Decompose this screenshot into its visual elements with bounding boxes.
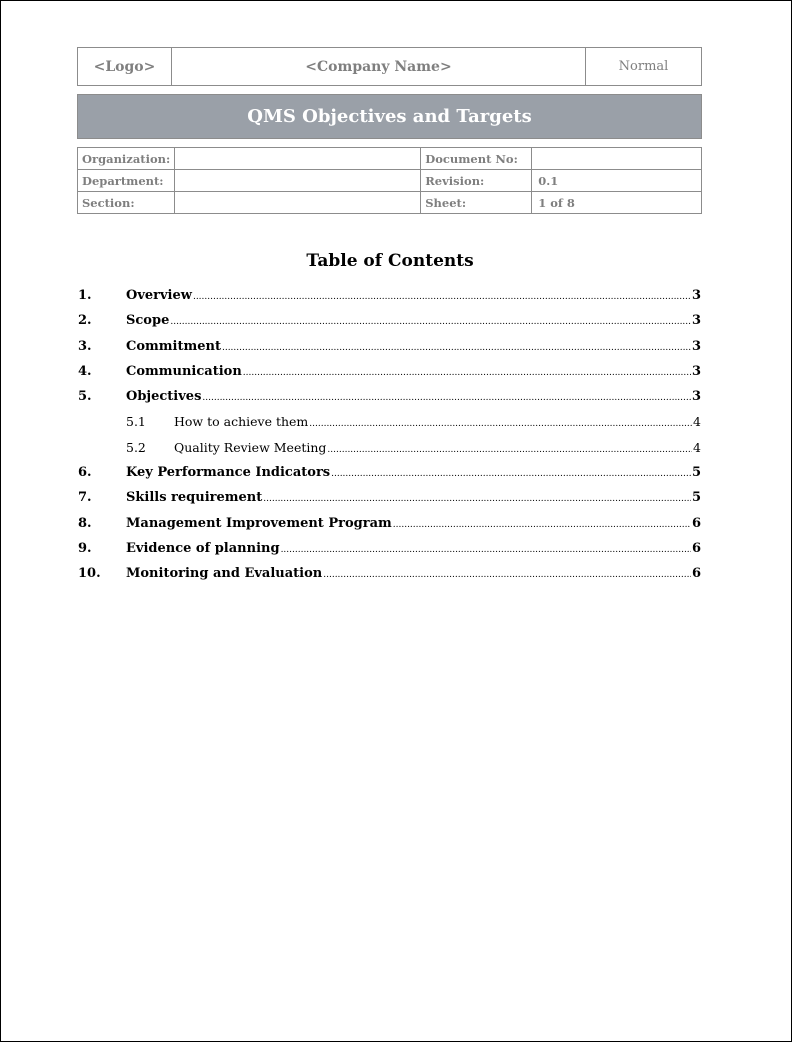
toc-leader-dots (202, 393, 691, 403)
toc-entry-number: 3. (78, 338, 92, 354)
organization-value (175, 148, 421, 170)
toc-title: Table of Contents (306, 251, 474, 271)
logo-placeholder: <Logo> (78, 48, 172, 86)
department-value (175, 170, 421, 192)
toc-leader-dots (170, 317, 691, 327)
sheet-label: Sheet: (421, 192, 532, 214)
toc-entry-number: 9. (78, 540, 92, 556)
toc-entry-number: 1. (78, 288, 92, 303)
toc-leader-dots (222, 343, 691, 353)
document-no-label: Document No: (421, 148, 532, 170)
toc-entry-page: 4 (693, 439, 701, 455)
document-no-value (532, 148, 702, 170)
toc-entry-number: 2. (78, 313, 92, 329)
section-value (175, 192, 421, 214)
toc-entry[interactable] (78, 339, 701, 364)
toc-entry-page: 6 (691, 515, 701, 531)
toc-entry-number: 5. (78, 389, 92, 405)
toc-leader-dots (309, 419, 692, 429)
toc-subentry[interactable] (78, 440, 701, 465)
toc-entry-page: 5 (691, 465, 701, 481)
toc-entry[interactable] (78, 313, 701, 338)
toc-entry-page: 4 (693, 414, 701, 430)
toc-entry-page: 3 (691, 363, 701, 379)
toc-leader-dots (327, 445, 692, 455)
toc-entry-label: Overview (126, 288, 192, 303)
toc-leader-dots (263, 494, 691, 504)
toc-subentry[interactable] (78, 414, 701, 439)
toc-entry-number: 4. (78, 363, 92, 379)
toc-entry-number: 5.1 (126, 414, 146, 430)
toc-entry[interactable] (78, 490, 701, 515)
toc-entry-page: 6 (691, 540, 701, 556)
toc-entry-page: 6 (691, 566, 701, 582)
toc-entry-label: Quality Review Meeting (174, 439, 327, 455)
toc-entry-label: Objectives (126, 389, 202, 405)
toc-entry-number: 6. (78, 465, 92, 481)
company-name: <Company Name> (172, 48, 586, 86)
toc-entry-page: 3 (691, 389, 701, 405)
toc-leader-dots (193, 292, 691, 302)
toc-entry-number: 8. (78, 515, 92, 531)
section-label: Section: (78, 192, 175, 214)
toc-entry-label: Commitment (126, 338, 221, 354)
revision-value: 0.1 (532, 170, 702, 192)
toc-entry-label: Key Performance Indicators (126, 465, 331, 481)
toc-leader-dots (323, 570, 691, 580)
toc-leader-dots (243, 368, 691, 378)
toc-entry-label: How to achieve them (174, 414, 309, 430)
sheet-value: 1 of 8 (532, 192, 702, 214)
toc-leader-dots (393, 520, 691, 530)
revision-label: Revision: (421, 170, 532, 192)
department-label: Department: (78, 170, 175, 192)
toc-entry-number: 10. (78, 566, 101, 582)
toc-entry-number: 5.2 (126, 439, 146, 455)
toc-entry[interactable] (78, 566, 701, 591)
toc-entry[interactable] (78, 516, 701, 541)
toc-entry[interactable] (78, 541, 701, 566)
toc-entry-page: 3 (691, 313, 701, 329)
toc-entry-page: 3 (691, 338, 701, 354)
toc-entry-number: 7. (78, 490, 92, 506)
header-table (77, 47, 702, 86)
table-of-contents (78, 288, 701, 592)
toc-entry[interactable] (78, 364, 701, 389)
organization-label: Organization: (78, 148, 175, 170)
style-label: Normal (586, 48, 702, 86)
toc-entry[interactable] (78, 288, 701, 313)
toc-entry-page: 3 (691, 288, 701, 303)
toc-entry-label: Skills requirement (126, 490, 263, 506)
toc-entry-label: Monitoring and Evaluation (126, 566, 323, 582)
toc-entry-label: Evidence of planning (126, 540, 280, 556)
document-title: QMS Objectives and Targets (77, 94, 702, 139)
toc-entry[interactable] (78, 465, 701, 490)
toc-leader-dots (281, 545, 691, 555)
toc-entry-label: Scope (126, 313, 170, 329)
toc-entry-label: Management Improvement Program (126, 515, 392, 531)
toc-leader-dots (331, 469, 691, 479)
toc-entry-label: Communication (126, 363, 242, 379)
document-meta-table (77, 147, 702, 214)
toc-entry[interactable] (78, 389, 701, 414)
toc-entry-page: 5 (691, 490, 701, 506)
